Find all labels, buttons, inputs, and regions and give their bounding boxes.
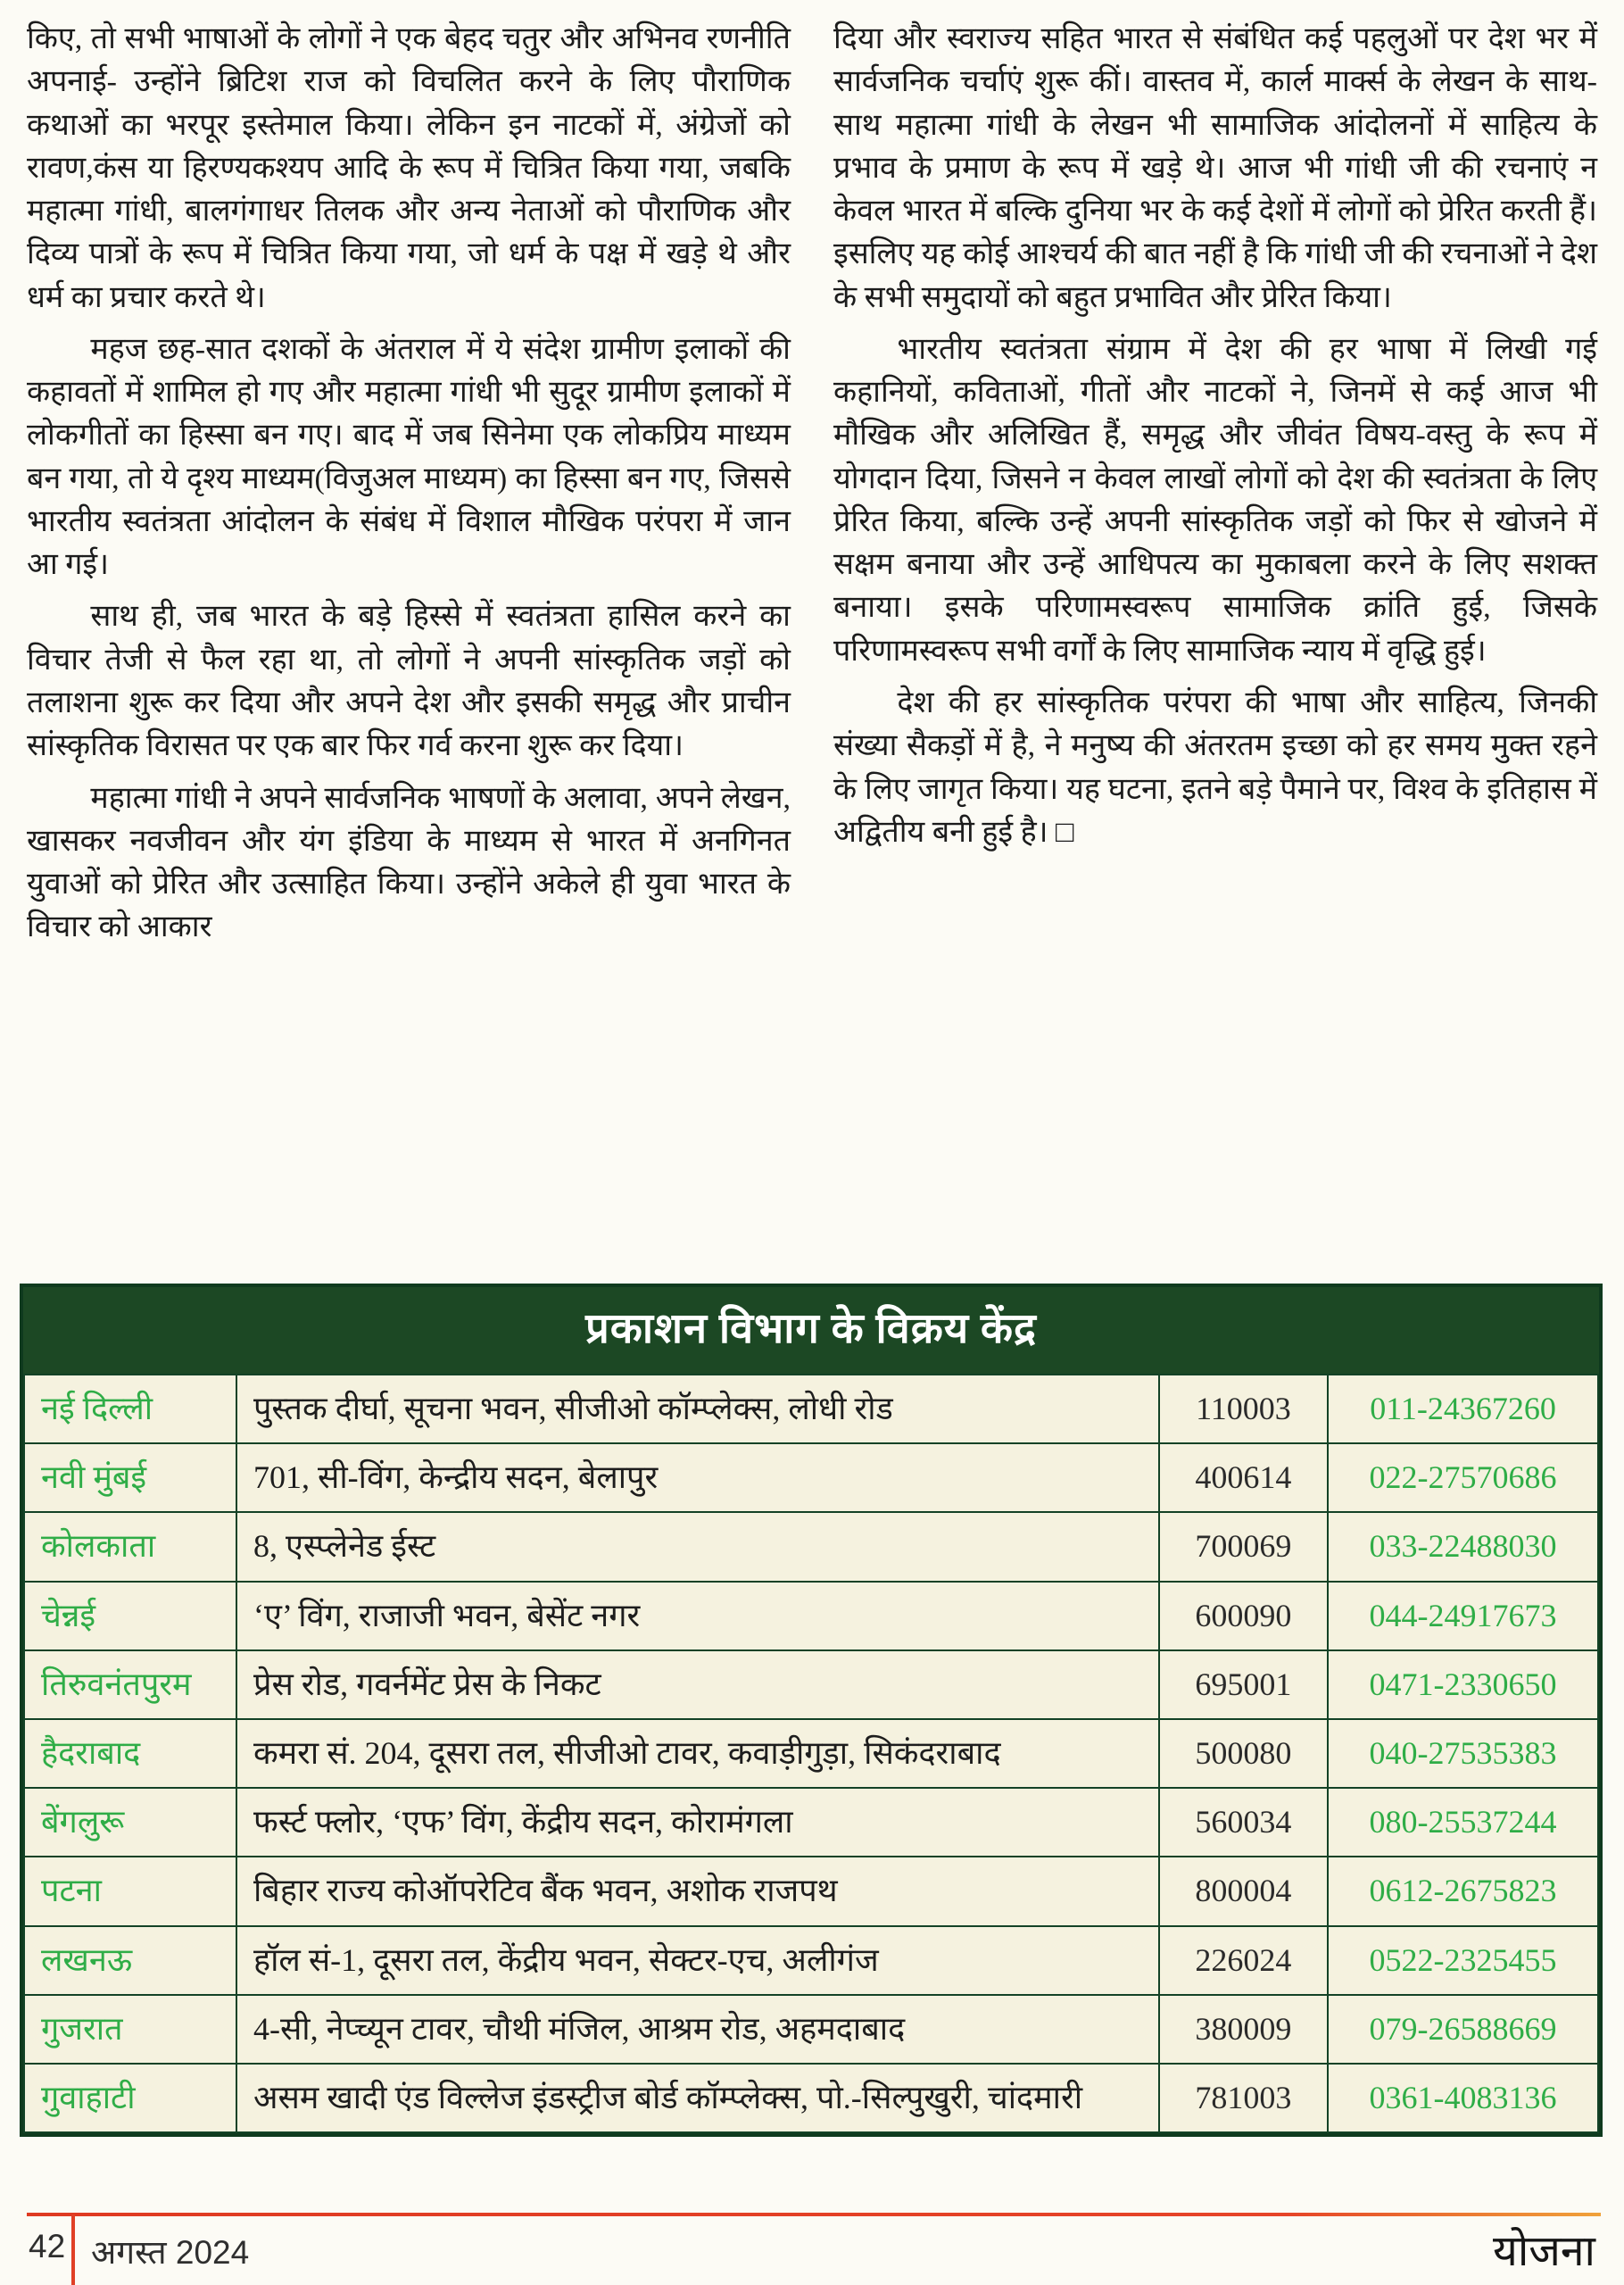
table-row — [24, 1512, 1598, 1581]
address-cell: कमरा सं. 204, दूसरा तल, सीजीओ टावर, कवाड़ीगुड़ा, सिकंदराबाद — [236, 1719, 1159, 1788]
city-cell: गुवाहाटी — [24, 2064, 236, 2132]
paragraph: भारतीय स्वतंत्रता संग्राम में देश की हर भाषा में लिखी गई कहानियों, कविताओं, गीतों और नाटकों ने, जिनमें से कई आज भी मौखिक और अलिखित हैं, समृद्ध और जीवंत विषय-वस्तु के रूप में योगदान दिया, जिसने न केवल लाखों लोगों को देश की स्वतंत्रता के लिए प्रेरित किया, बल्कि उन्हें अपनी सांस्कृतिक जड़ों को फिर से खोजने में सक्षम बनाया और उन्हें आधिपत्य का मुकाबला करने के लिए सशक्त बनाया। इसके परिणामस्वरूप सामाजिक क्रांति हुई, जिसके परिणामस्वरूप सभी वर्गों के लिए सामाजिक न्याय में वृद्धि हुई। — [833, 332, 1597, 668]
phone-cell: 0612-2675823 — [1328, 1857, 1598, 1925]
city-cell: पटना — [24, 1857, 236, 1925]
phone-cell: 079-26588669 — [1328, 1995, 1598, 2064]
table-row — [24, 1582, 1598, 1650]
table-row — [24, 1788, 1598, 1857]
table-row — [24, 1719, 1598, 1788]
phone-cell: 0471-2330650 — [1328, 1650, 1598, 1719]
address-cell: 8, एस्प्लेनेड ईस्ट — [236, 1512, 1159, 1581]
city-cell: तिरुवनंतपुरम — [24, 1650, 236, 1719]
table-row — [24, 1857, 1598, 1925]
pin-cell: 560034 — [1159, 1788, 1328, 1857]
phone-cell: 0361-4083136 — [1328, 2064, 1598, 2132]
address-cell: ‘ए’ विंग, राजाजी भवन, बेसेंट नगर — [236, 1582, 1159, 1650]
table-row — [24, 1995, 1598, 2064]
pin-cell: 781003 — [1159, 2064, 1328, 2132]
paragraph: किए, तो सभी भाषाओं के लोगों ने एक बेहद चतुर और अभिनव रणनीति अपनाई- उन्होंने ब्रिटिश राज को विचलित करने के लिए पौराणिक कथाओं का भरपूर इस्तेमाल किया। लेकिन इन नाटकों में, अंग्रेजों को रावण,कंस या हिरण्यकश्यप आदि के रूप में चित्रित किया गया, जबकि महात्मा गांधी, बालगंगाधर तिलक और अन्य नेताओं को पौराणिक और दिव्य पात्रों के रूप में चित्रित किया गया, जो धर्म के पक्ष में खड़े थे और धर्म का प्रचार करते थे। — [27, 22, 791, 314]
address-cell: बिहार राज्य कोऑपरेटिव बैंक भवन, अशोक राजपथ — [236, 1857, 1159, 1925]
left-column — [27, 18, 791, 959]
table-row — [24, 1443, 1598, 1512]
issue-date: अगस्त 2024 — [91, 2234, 250, 2271]
city-cell: नवी मुंबई — [24, 1443, 236, 1512]
pin-cell: 600090 — [1159, 1582, 1328, 1650]
table-title: प्रकाशन विभाग के विक्रय केंद्र — [23, 1287, 1599, 1374]
city-cell: हैदराबाद — [24, 1719, 236, 1788]
address-cell: पुस्तक दीर्घा, सूचना भवन, सीजीओ कॉम्प्लेक्स, लोधी रोड — [236, 1375, 1159, 1443]
pin-cell: 800004 — [1159, 1857, 1328, 1925]
address-cell: हॉल सं-1, दूसरा तल, केंद्रीय भवन, सेक्टर-एच, अलीगंज — [236, 1926, 1159, 1995]
pin-cell: 110003 — [1159, 1375, 1328, 1443]
pin-cell: 700069 — [1159, 1512, 1328, 1581]
sales-table — [23, 1374, 1599, 2133]
pin-cell: 695001 — [1159, 1650, 1328, 1719]
pin-cell: 500080 — [1159, 1719, 1328, 1788]
city-cell: लखनऊ — [24, 1926, 236, 1995]
phone-cell: 080-25537244 — [1328, 1788, 1598, 1857]
paragraph: साथ ही, जब भारत के बड़े हिस्से में स्वतंत्रता हासिल करने का विचार तेजी से फैल रहा था, तो लोगों ने अपनी सांस्कृतिक जड़ों को तलाशना शुरू कर दिया और अपने देश और इसकी समृद्ध और प्राचीन सांस्कृतिक विरासत पर एक बार फिर गर्व करना शुरू कर दिया। — [27, 600, 791, 763]
paragraph: महात्मा गांधी ने अपने सार्वजनिक भाषणों के अलावा, अपने लेखन, खासकर नवजीवन और यंग इंडिया के माध्यम से भारत में अनगिनत युवाओं को प्रेरित और उत्साहित किया। उन्होंने अकेले ही युवा भारत के विचार को आकार — [27, 781, 791, 944]
footer-divider — [71, 2214, 75, 2285]
city-cell: चेन्नई — [24, 1582, 236, 1650]
address-cell: असम खादी एंड विल्लेज इंडस्ट्रीज बोर्ड कॉम्प्लेक्स, पो.-सिल्पुखुरी, चांदमारी — [236, 2064, 1159, 2132]
pin-cell: 226024 — [1159, 1926, 1328, 1995]
phone-cell: 011-24367260 — [1328, 1375, 1598, 1443]
phone-cell: 022-27570686 — [1328, 1443, 1598, 1512]
city-cell: नई दिल्ली — [24, 1375, 236, 1443]
article-body — [27, 18, 1597, 959]
address-cell: 701, सी-विंग, केन्द्रीय सदन, बेलापुर — [236, 1443, 1159, 1512]
phone-cell: 040-27535383 — [1328, 1719, 1598, 1788]
table-row — [24, 1650, 1598, 1719]
magazine-name: योजना — [1493, 2228, 1595, 2275]
table-row — [24, 1375, 1598, 1443]
table-row — [24, 1926, 1598, 1995]
page-number: 42 — [29, 2228, 66, 2264]
address-cell: प्रेस रोड, गवर्नमेंट प्रेस के निकट — [236, 1650, 1159, 1719]
city-cell: गुजरात — [24, 1995, 236, 2064]
table-row — [24, 2064, 1598, 2132]
phone-cell: 044-24917673 — [1328, 1582, 1598, 1650]
right-column — [833, 18, 1597, 959]
city-cell: बेंगलुरू — [24, 1788, 236, 1857]
phone-cell: 033-22488030 — [1328, 1512, 1598, 1581]
address-cell: फर्स्ट फ्लोर, ‘एफ’ विंग, केंद्रीय सदन, कोरामंगला — [236, 1788, 1159, 1857]
pin-cell: 380009 — [1159, 1995, 1328, 2064]
footer-rule — [27, 2213, 1601, 2216]
paragraph: दिया और स्वराज्य सहित भारत से संबंधित कई पहलुओं पर देश भर में सार्वजनिक चर्चाएं शुरू कीं। वास्तव में, कार्ल मार्क्स के लेखन के साथ-साथ महात्मा गांधी के लेखन भी सामाजिक आंदोलनों में साहित्य के प्रभाव के प्रमाण के रूप में खड़े थे। आज भी गांधी जी की रचनाएं न केवल भारत में बल्कि दुनिया भर के कई देशों में लोगों को प्रेरित करती हैं। इसलिए यह कोई आश्चर्य की बात नहीं है कि गांधी जी की रचनाओं ने देश के सभी समुदायों को बहुत प्रभावित और प्रेरित किया। — [833, 22, 1597, 314]
city-cell: कोलकाता — [24, 1512, 236, 1581]
address-cell: 4-सी, नेप्च्यून टावर, चौथी मंजिल, आश्रम रोड, अहमदाबाद — [236, 1995, 1159, 2064]
pin-cell: 400614 — [1159, 1443, 1328, 1512]
paragraph: देश की हर सांस्कृतिक परंपरा की भाषा और साहित्य, जिनकी संख्या सैकड़ों में है, ने मनुष्य की अंतरतम इच्छा को हर समय मुक्त रहने के लिए जागृत किया। यह घटना, इतने बड़े पैमाने पर, विश्व के इतिहास में अद्वितीय बनी हुई है। □ — [833, 686, 1597, 849]
phone-cell: 0522-2325455 — [1328, 1926, 1598, 1995]
paragraph: महज छह-सात दशकों के अंतराल में ये संदेश ग्रामीण इलाकों की कहावतों में शामिल हो गए और महात्मा गांधी भी सुदूर ग्रामीण इलाकों में लोकगीतों का हिस्सा बन गए। बाद में जब सिनेमा एक लोकप्रिय माध्यम बन गया, तो ये दृश्य माध्यम(विजुअल माध्यम) का हिस्सा बन गए, जिससे भारतीय स्वतंत्रता आंदोलन के संबंध में विशाल मौखिक परंपरा में जान आ गई। — [27, 332, 791, 582]
sales-table-body — [24, 1375, 1598, 2132]
sales-centres-table — [20, 1284, 1603, 2137]
